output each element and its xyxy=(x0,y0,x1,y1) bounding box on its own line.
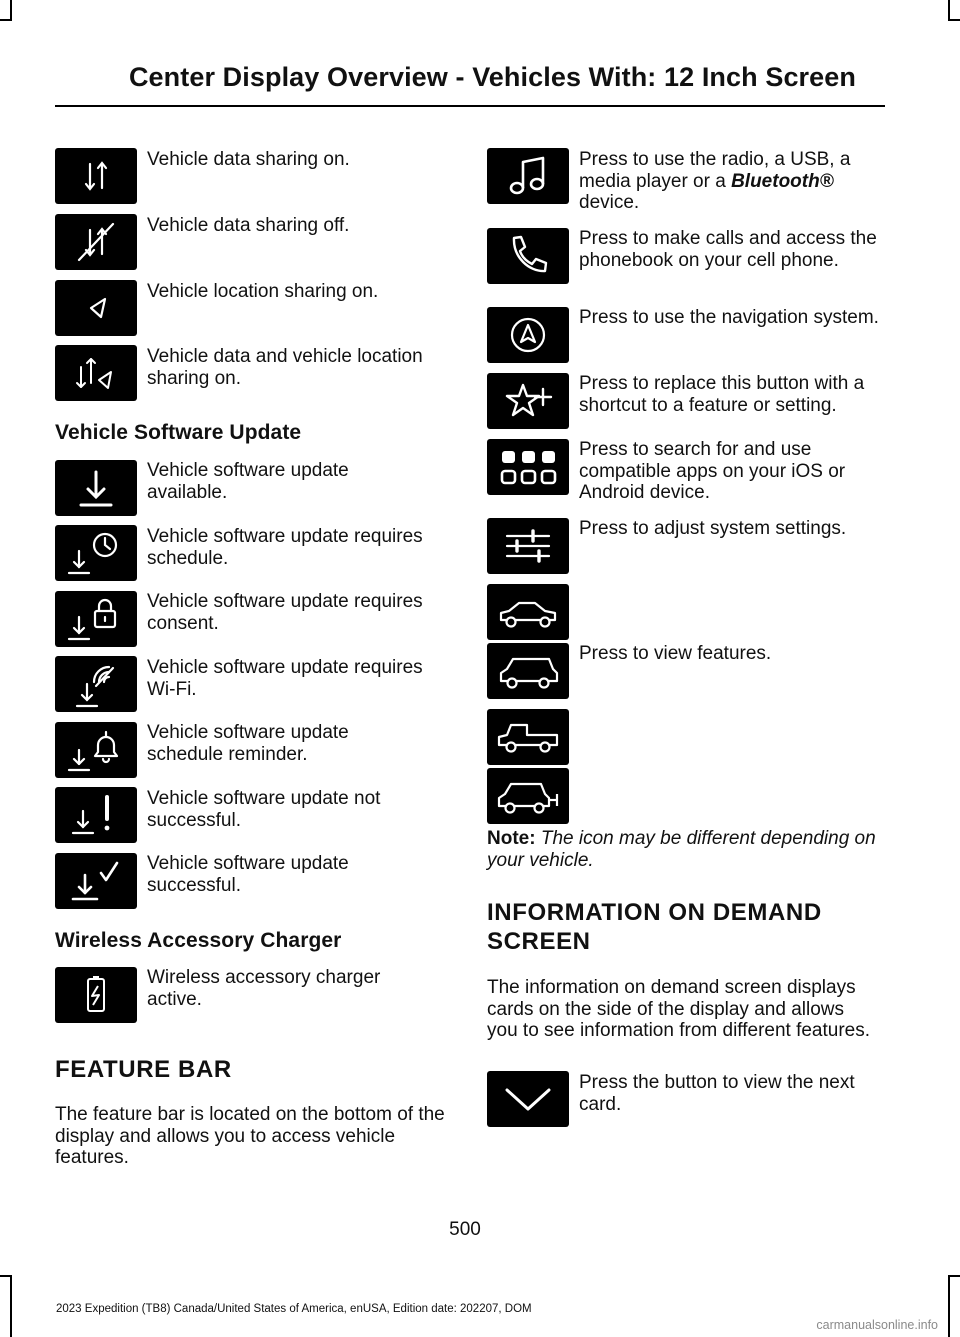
item-description: Vehicle software update schedule reminder. xyxy=(147,722,349,765)
apps-grid-icon xyxy=(487,439,569,495)
crop-mark xyxy=(948,19,960,21)
section-heading-software-update: Vehicle Software Update xyxy=(55,421,302,444)
chevron-down-icon xyxy=(487,1071,569,1127)
item-description: Vehicle location sharing on. xyxy=(147,281,379,302)
item-description: Press to view features. xyxy=(579,643,772,664)
item-description: Vehicle software update successful. xyxy=(147,853,349,896)
item-description: Vehicle software update available. xyxy=(147,460,349,503)
item-description: Vehicle data sharing off. xyxy=(147,215,350,236)
data-sharing-off-icon xyxy=(55,214,137,270)
crop-mark xyxy=(948,0,950,20)
watermark: carmanualsonline.info xyxy=(816,1318,938,1332)
note-label: Note: xyxy=(487,828,536,849)
header-divider xyxy=(55,105,885,107)
music-note-icon xyxy=(487,148,569,204)
update-schedule-icon xyxy=(55,525,137,581)
crop-mark xyxy=(948,1275,960,1277)
note-text: The icon may be different depending on your vehicle. xyxy=(487,828,876,871)
section-heading-iod-2: SCREEN xyxy=(487,928,591,955)
navigation-icon xyxy=(487,307,569,363)
wireless-charger-icon xyxy=(55,967,137,1023)
update-success-icon xyxy=(55,853,137,909)
pickup-icon xyxy=(487,709,569,765)
page-footer: 2023 Expedition (TB8) Canada/United States of America, enUSA, Edition date: 202207, DOM xyxy=(56,1303,532,1315)
item-description: Press the button to view the next card. xyxy=(579,1072,855,1115)
item-description: Press to make calls and access the phonebook on your cell phone. xyxy=(579,228,877,271)
update-available-icon xyxy=(55,460,137,516)
item-description: Press to search for and use compatible apps on your iOS or Android device. xyxy=(579,439,846,503)
star-plus-icon xyxy=(487,373,569,429)
crop-mark xyxy=(948,1277,950,1337)
audio-description: Press to use the radio, a USB, a media player or a xyxy=(579,149,851,192)
crop-mark xyxy=(0,19,12,21)
sedan-icon xyxy=(487,584,569,640)
crop-mark xyxy=(10,0,12,20)
location-sharing-on-icon xyxy=(55,280,137,336)
data-sharing-on-icon xyxy=(55,148,137,204)
item-description: Press to replace this button with a shortcut to a feature or setting. xyxy=(579,373,865,416)
section-heading-feature-bar: FEATURE BAR xyxy=(55,1056,232,1083)
phone-icon xyxy=(487,228,569,284)
item-description: Vehicle data sharing on. xyxy=(147,149,350,170)
audio-description-end: device. xyxy=(579,192,640,213)
update-wifi-icon xyxy=(55,656,137,712)
item-description: Vehicle data and vehicle location sharing on. xyxy=(147,346,423,389)
item-description: Press to use the navigation system. xyxy=(579,307,879,328)
item-description: Vehicle software update requires consent. xyxy=(147,591,423,634)
update-consent-icon xyxy=(55,591,137,647)
update-failed-icon xyxy=(55,787,137,843)
item-description: Vehicle software update not successful. xyxy=(147,788,381,831)
iod-description: The information on demand screen displays cards on the side of the display and allows you to see information from different features. xyxy=(487,977,871,1041)
item-description xyxy=(579,149,879,214)
item-description: Wireless accessory charger active. xyxy=(147,967,381,1010)
page-number: 500 xyxy=(449,1219,481,1240)
crop-mark xyxy=(10,1277,12,1337)
data-location-sharing-icon xyxy=(55,345,137,401)
item-description: Vehicle software update requires schedule. xyxy=(147,526,423,569)
item-description: Vehicle software update requires Wi-Fi. xyxy=(147,657,423,700)
crop-mark xyxy=(0,1275,12,1277)
update-reminder-icon xyxy=(55,722,137,778)
item-description: Press to adjust system settings. xyxy=(579,518,847,539)
section-heading-iod: INFORMATION ON DEMAND xyxy=(487,899,822,926)
page-title: Center Display Overview - Vehicles With: 12 Inch Screen xyxy=(128,62,856,92)
bluetooth-brand: Bluetooth® xyxy=(731,170,834,192)
settings-sliders-icon xyxy=(487,518,569,574)
suv-icon xyxy=(487,643,569,699)
note xyxy=(487,828,882,871)
section-heading-wireless-charger: Wireless Accessory Charger xyxy=(55,929,342,952)
feature-bar-description: The feature bar is located on the bottom of the display and allows you to access vehicle features. xyxy=(55,1104,445,1168)
suv-towing-icon xyxy=(487,768,569,824)
